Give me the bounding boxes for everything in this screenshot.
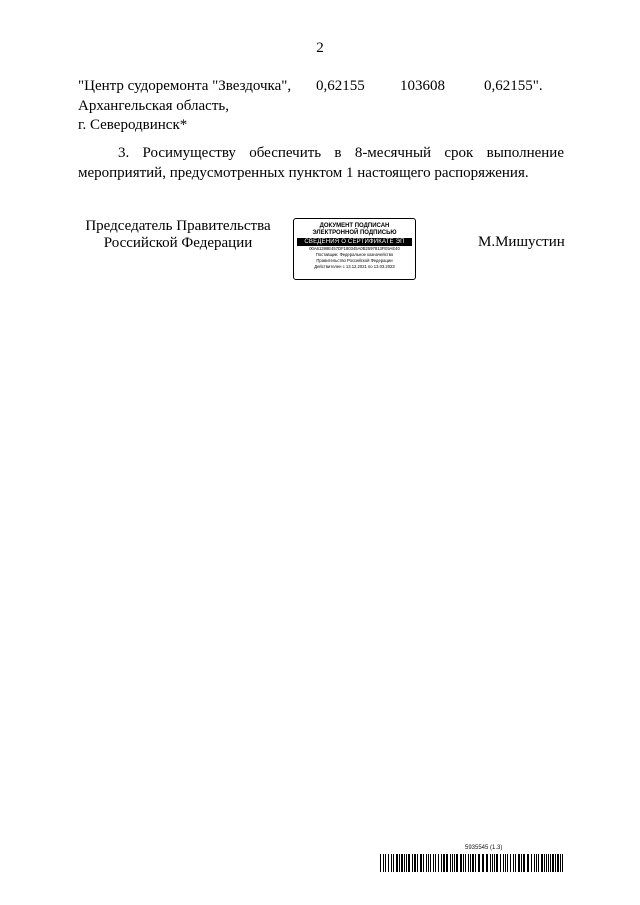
barcode-bar [391,854,392,872]
barcode-bar [552,854,554,872]
stamp-issuer: Поставщик: Федеральное казначейство [315,252,394,257]
barcode-bar [406,854,407,872]
barcode-bar [428,854,429,872]
signatory-title-line2: Российской Федерации [103,235,253,251]
barcode-bar [443,854,445,872]
barcode-bar [534,854,535,872]
company-name: "Центр судоремонта "Звездочка", [78,78,292,94]
barcode-bar [494,854,495,872]
barcode-bar [521,854,522,872]
stamp-banner: СВЕДЕНИЯ О СЕРТИФИКАТЕ ЭП [297,238,412,246]
barcode-bar [475,854,476,872]
barcode-bar [417,854,418,872]
barcode-bar [550,854,551,872]
electronic-signature-stamp [293,218,416,280]
share-percent-after: 0,62155". [484,78,543,94]
barcode-bar [446,854,448,872]
barcode-bar [510,854,511,872]
barcode-bar [452,854,453,872]
barcode-bar [472,854,474,872]
barcode-bar [408,854,410,872]
barcode-bar [430,854,431,872]
barcode-bar [546,854,547,872]
barcode-bar [404,854,405,872]
signatory-name: М.Мишустин [478,234,565,250]
barcode-bar [531,854,532,872]
barcode-bar [538,854,539,872]
barcode-bar [468,854,469,872]
barcode-bar [496,854,498,872]
barcode-bar [460,854,462,872]
barcode-bar [450,854,451,872]
barcode-bar [557,854,559,872]
barcode-bar [518,854,520,872]
barcode-bar [465,854,466,872]
barcode-bar [490,854,491,872]
barcode-bar [399,854,400,872]
barcode-bar [414,854,416,872]
barcode-bar [441,854,442,872]
address-city: г. Северодвинск* [78,117,188,133]
instruction-paragraph: 3. Росимуществу обеспечить в 8-месячный срок выполнение мероприятий, предусмотренных пунктом 1 настоящего распоряжения. [78,145,564,181]
barcode-bar [435,854,436,872]
barcode-bar [503,854,504,872]
barcode-bar [513,854,514,872]
barcode-bar [527,854,529,872]
barcode-bar [438,854,439,872]
barcode-bar [523,854,525,872]
barcode-bar [380,854,381,872]
barcode-bar [401,854,403,872]
barcode-bar [454,854,455,872]
barcode-bar [560,854,561,872]
signatory-title [78,218,278,252]
barcode-bar [555,854,556,872]
barcode-bar [393,854,394,872]
barcode-bar [482,854,484,872]
barcode-bar [507,854,508,872]
barcode-bar [478,854,480,872]
stamp-validity: Действителен с 13.12.2021 по 13.03.2023 [314,264,395,269]
barcode-bar [548,854,549,872]
document-code: 5935545 (1.3) [465,845,503,851]
barcode-bar [433,854,434,872]
signatory-title-line1: Председатель Правительства [85,218,271,234]
stamp-serial: 00A61398E457DF180345A0B2597813FE9AE40 [309,246,400,251]
barcode-bar [412,854,413,872]
share-count: 103608 [400,78,445,94]
barcode-bar [515,854,516,872]
barcode-bar [396,854,398,872]
barcode-bar [500,854,501,872]
stamp-heading-line2: ЭЛЕКТРОННОЙ ПОДПИСЬЮ [312,230,397,236]
barcode-bar [541,854,543,872]
barcode-bar [562,854,563,872]
barcode-bar [388,854,389,872]
barcode-bar [470,854,471,872]
barcode-bar [492,854,493,872]
stamp-heading-line1: ДОКУМЕНТ ПОДПИСАН [319,223,390,229]
barcode-bar [536,854,537,872]
barcode [380,854,563,872]
barcode-bar [505,854,506,872]
share-percent-before: 0,62155 [316,78,365,94]
address-region: Архангельская область, [78,98,229,114]
barcode-bar [420,854,422,872]
barcode-bar [463,854,464,872]
table-row [78,78,558,98]
page-number: 2 [316,40,324,56]
barcode-bar [426,854,427,872]
barcode-bar [544,854,545,872]
barcode-bar [423,854,424,872]
barcode-bar [486,854,488,872]
stamp-owner: Правительство Российской Федерации [316,258,393,263]
barcode-bar [383,854,384,872]
barcode-bar [385,854,386,872]
barcode-bar [456,854,458,872]
